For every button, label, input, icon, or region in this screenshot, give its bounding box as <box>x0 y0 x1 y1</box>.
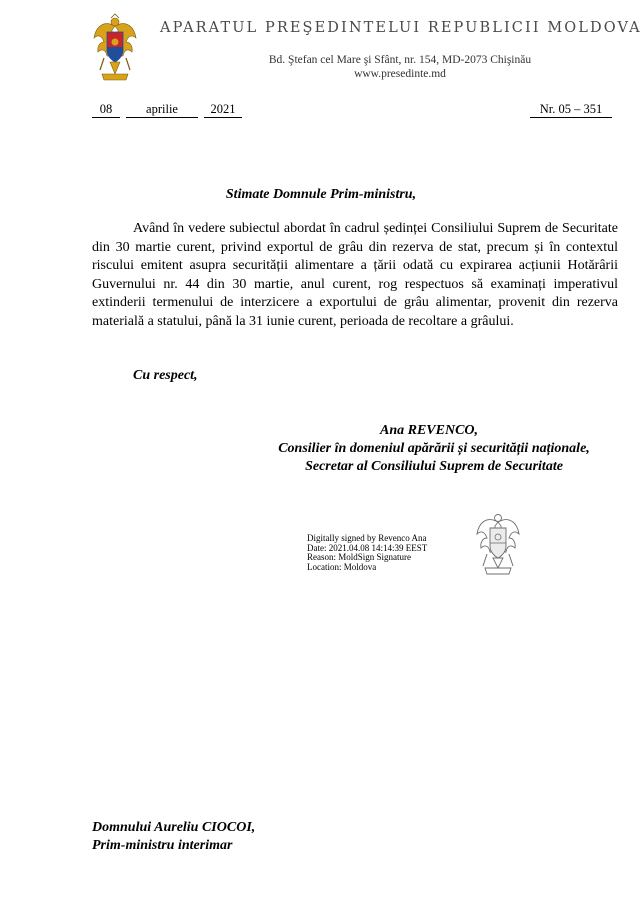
digital-signature-signed-by: Digitally signed by Revenco Ana <box>307 533 427 543</box>
signatory-role: Consilier în domeniul apărării și securității naționale, <box>278 441 590 456</box>
organization-address: Bd. Ştefan cel Mare şi Sfânt, nr. 154, MD-2073 Chişinău <box>268 54 532 66</box>
signature-stamp-emblem <box>475 510 521 576</box>
letter-closing: Cu respect, <box>133 368 198 383</box>
recipient-name: Domnului Aureliu CIOCOI, <box>92 820 256 835</box>
registration-number: Nr. 05 – 351 <box>530 102 612 118</box>
digital-signature-location: Location: Moldova <box>307 561 377 572</box>
letter-salutation: Stimate Domnule Prim-ministru, <box>225 187 417 202</box>
date-year: 2021 <box>204 102 242 118</box>
date-day: 08 <box>92 102 120 118</box>
letter-body: Având în vedere subiectul abordat în cadrul ședinței Consiliului Suprem de Securitate din 30 martie curent, privind exportul de grâu din rezerva de stat, precum și în contextul riscului emitent asupra securității alimentare a țării odată cu expirarea acțiunii Hotărârii Guvernului nr. 44 din 30 martie, anul curent, rog respectuos să examinați imperativul extinderii termenului de interzicere a exportului de grâu alimentar, provenit din rezerva materială a statului, până la 31 iunie curent, perioada de recoltare a grâului. <box>92 221 618 329</box>
organization-name: APARATUL PREŞEDINTELUI REPUBLICII MOLDOVA <box>160 20 642 36</box>
recipient-title: Prim-ministru interimar <box>92 838 233 853</box>
organization-website[interactable]: www.presedinte.md <box>354 68 446 80</box>
coat-of-arms-logo <box>92 12 138 82</box>
signatory-secretary-title: Secretar al Consiliului Suprem de Securitate <box>305 459 563 474</box>
digital-signature-reason: Reason: MoldSign Signature <box>307 552 411 562</box>
date-month: aprilie <box>126 102 198 118</box>
signatory-name: Ana REVENCO, <box>380 423 479 438</box>
digital-signature-date: Date: 2021.04.08 14:14:39 EEST <box>307 542 428 553</box>
